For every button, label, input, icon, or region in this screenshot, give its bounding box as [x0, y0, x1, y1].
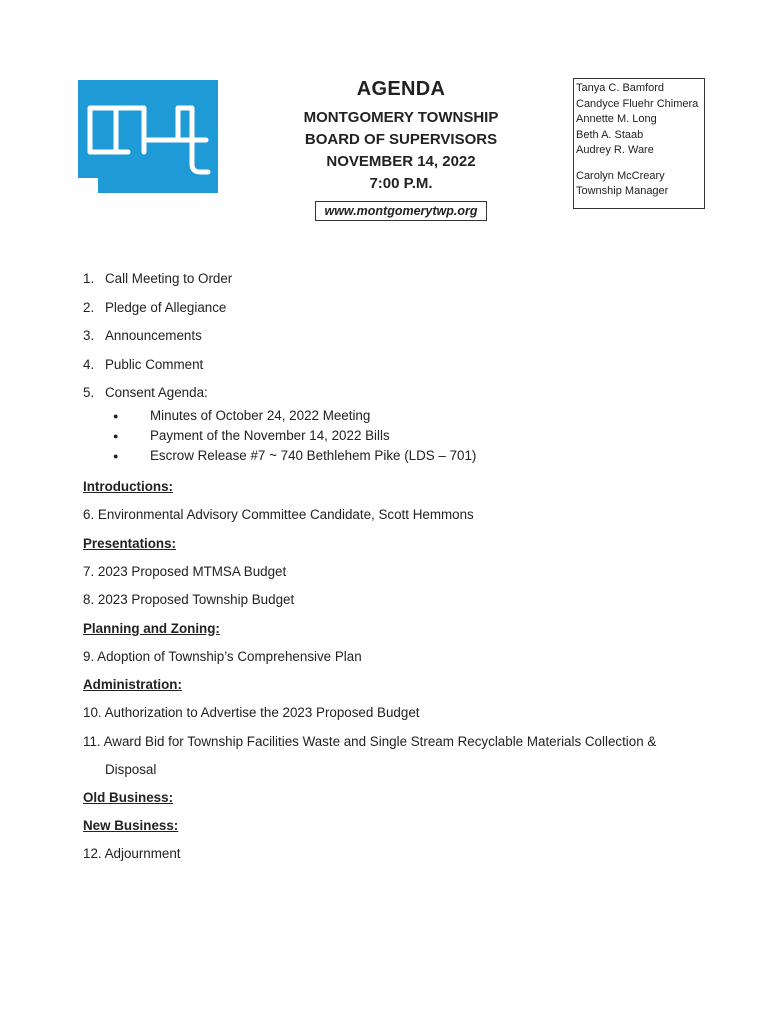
- consent-agenda-list: [83, 406, 723, 466]
- meeting-time: 7:00 P.M.: [369, 175, 433, 192]
- supervisor-name: Annette M. Long: [576, 113, 657, 125]
- agenda-item: 12. Adjournment: [83, 846, 181, 861]
- board-members-box: [573, 78, 705, 209]
- agenda-item-continuation: Disposal: [105, 762, 157, 777]
- supervisor-name: Audrey R. Ware: [576, 144, 654, 156]
- website-link[interactable]: www.montgomerytwp.org: [315, 201, 486, 221]
- township-name: MONTGOMERY TOWNSHIP: [303, 109, 499, 126]
- board-name: BOARD OF SUPERVISORS: [304, 131, 498, 148]
- manager-name: Carolyn McCreary: [576, 169, 665, 182]
- section-heading-planning: Planning and Zoning:: [83, 620, 220, 636]
- agenda-item: 1. Call Meeting to Order: [83, 271, 233, 286]
- manager-title: Township Manager: [576, 185, 669, 197]
- agenda-title: AGENDA: [356, 78, 446, 100]
- section-heading-old-business: Old Business:: [83, 790, 174, 805]
- agenda-list: [83, 268, 723, 872]
- section-heading-administration: Administration:: [83, 677, 182, 692]
- agenda-item: 9. Adoption of Township’s Comprehensive Plan: [83, 648, 362, 664]
- agenda-item: 11. Award Bid for Township Facilities Waste and Single Stream Recyclable Materials Collection &: [83, 733, 657, 749]
- supervisor-name: Candyce Fluehr Chimera: [576, 97, 699, 110]
- agenda-item: 2. Pledge of Allegiance: [83, 299, 227, 315]
- agenda-item: 6. Environmental Advisory Committee Candidate, Scott Hemmons: [83, 507, 474, 522]
- list-item: ● Escrow Release #7 ~ 740 Bethlehem Pike (LDS – 701): [83, 446, 723, 466]
- agenda-item: 3. Announcements: [83, 328, 202, 343]
- agenda-item: 8. 2023 Proposed Township Budget: [83, 592, 295, 607]
- agenda-item: 4. Public Comment: [83, 356, 204, 372]
- list-item: ● Payment of the November 14, 2022 Bills: [83, 426, 723, 446]
- agenda-item: 10. Authorization to Advertise the 2023 Proposed Budget: [83, 705, 420, 720]
- supervisor-name: Beth A. Staab: [576, 128, 644, 141]
- meeting-date: NOVEMBER 14, 2022: [326, 153, 476, 170]
- agenda-item: 7. 2023 Proposed MTMSA Budget: [83, 563, 287, 579]
- section-heading-introductions: Introductions:: [83, 479, 174, 494]
- agenda-item: 5. Consent Agenda:: [83, 385, 208, 400]
- township-logo: [76, 78, 220, 195]
- list-item: ● Minutes of October 24, 2022 Meeting: [83, 406, 723, 426]
- section-heading-presentations: Presentations:: [83, 535, 177, 551]
- supervisor-name: Tanya C. Bamford: [576, 82, 665, 94]
- section-heading-new-business: New Business:: [83, 818, 179, 833]
- agenda-header: [270, 78, 532, 221]
